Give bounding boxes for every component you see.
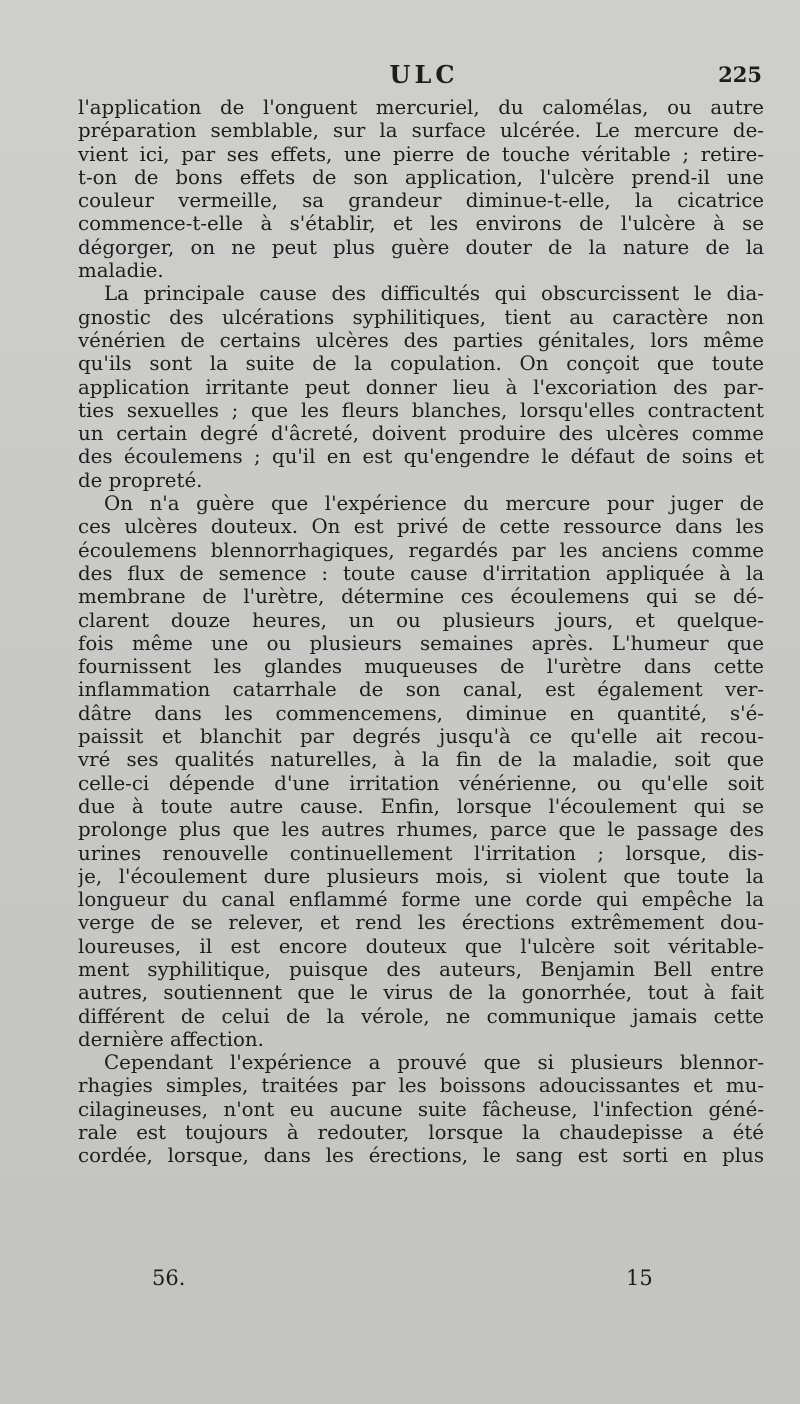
text-line: des flux de semence : toute cause d'irritation appliquée à la <box>78 561 764 585</box>
page-header <box>78 60 770 90</box>
signature-mark-left: 56. <box>152 1266 186 1290</box>
text-line: je, l'écoulement dure plusieurs mois, si violent que toute la <box>78 864 764 888</box>
text-line: dernière affection. <box>78 1027 264 1051</box>
paragraph <box>78 1051 764 1167</box>
text-line: préparation semblable, sur la surface ulcérée. Le mercure de- <box>78 119 764 143</box>
text-line: clarent douze heures, un ou plusieurs jours, et quelque- <box>78 608 764 632</box>
text-line: On n'a guère que l'expérience du mercure pour juger de <box>104 492 764 516</box>
text-line: vré ses qualités naturelles, à la fin de la maladie, soit que <box>78 748 764 772</box>
text-line: commence-t-elle à s'établir, et les environs de l'ulcère à se <box>78 212 764 236</box>
text-line: fournissent les glandes muqueuses de l'urètre dans cette <box>78 655 764 679</box>
text-line: paissit et blanchit par degrés jusqu'à ce qu'elle ait recou- <box>78 725 764 749</box>
text-line: vénérien de certains ulcères des parties génitales, lors même <box>78 328 764 352</box>
page-footer <box>78 1266 770 1296</box>
text-line: un certain degré d'âcreté, doivent produire des ulcères comme <box>78 422 764 446</box>
text-line: l'application de l'onguent mercuriel, du calomélas, ou autre <box>78 96 764 119</box>
text-line: de propreté. <box>78 468 203 492</box>
text-line: inflammation catarrhale de son canal, est également ver- <box>78 678 764 702</box>
text-line: dégorger, on ne peut plus guère douter de la nature de la <box>78 235 764 259</box>
text-line: fois même une ou plusieurs semaines après. L'humeur que <box>78 631 764 655</box>
text-line: application irritante peut donner lieu à l'excoriation des par- <box>78 375 764 399</box>
text-line: membrane de l'urètre, détermine ces écoulemens qui se dé- <box>78 585 764 609</box>
text-line: celle-ci dépende d'une irritation vénérienne, ou qu'elle soit <box>78 771 764 795</box>
text-line: qu'ils sont la suite de la copulation. On conçoit que toute <box>78 352 764 376</box>
text-line: rhagies simples, traitées par les boissons adoucissantes et mu- <box>78 1074 764 1098</box>
text-line: ment syphilitique, puisque des auteurs, Benjamin Bell entre <box>78 957 764 981</box>
text-line: autres, soutiennent que le virus de la gonorrhée, tout à fait <box>78 981 764 1005</box>
text-line: ces ulcères douteux. On est privé de cette ressource dans les <box>78 515 764 539</box>
text-line: vient ici, par ses effets, une pierre de touche véritable ; retire- <box>78 142 764 166</box>
paragraph <box>78 282 764 492</box>
text-line: rale est toujours à redouter, lorsque la chaudepisse a été <box>78 1121 764 1145</box>
text-line: différent de celui de la vérole, ne communique jamais cette <box>78 1004 764 1028</box>
paragraph <box>78 96 764 282</box>
text-line: des écoulemens ; qu'il en est qu'engendre le défaut de soins et <box>78 445 764 469</box>
text-line: La principale cause des difficultés qui obscurcissent le dia- <box>104 282 764 306</box>
page-number: 225 <box>718 62 762 87</box>
text-line: longueur du canal enflammé forme une corde qui empêche la <box>78 888 764 912</box>
paragraph <box>78 492 764 1051</box>
text-line: cordée, lorsque, dans les érections, le sang est sorti en plus <box>78 1144 764 1168</box>
text-line: t-on de bons effets de son application, l'ulcère prend-il une <box>78 165 764 189</box>
signature-mark-right: 15 <box>626 1266 653 1290</box>
text-line: prolonge plus que les autres rhumes, parce que le passage des <box>78 818 764 842</box>
text-line: Cependant l'expérience a prouvé que si plusieurs blennor- <box>104 1051 764 1075</box>
text-line: due à toute autre cause. Enfin, lorsque l'écoulement qui se <box>78 794 764 818</box>
text-line: écoulemens blennorrhagiques, regardés par les anciens comme <box>78 538 764 562</box>
text-line: dâtre dans les commencemens, diminue en quantité, s'é- <box>78 701 764 725</box>
text-line: urines renouvelle continuellement l'irritation ; lorsque, dis- <box>78 841 764 865</box>
text-line: cilagineuses, n'ont eu aucune suite fâcheuse, l'infection géné- <box>78 1097 764 1121</box>
text-line: verge de se relever, et rend les érections extrêmement dou- <box>78 911 764 935</box>
text-line: couleur vermeille, sa grandeur diminue-t-elle, la cicatrice <box>78 189 764 213</box>
text-line: ties sexuelles ; que les fleurs blanches, lorsqu'elles contractent <box>78 398 764 422</box>
text-line: maladie. <box>78 259 164 283</box>
text-line: loureuses, il est encore douteux que l'ulcère soit véritable- <box>78 934 764 958</box>
text-line: gnostic des ulcérations syphilitiques, tient au caractère non <box>78 305 764 329</box>
running-head: ULC <box>389 60 459 89</box>
body-text <box>78 96 764 1168</box>
